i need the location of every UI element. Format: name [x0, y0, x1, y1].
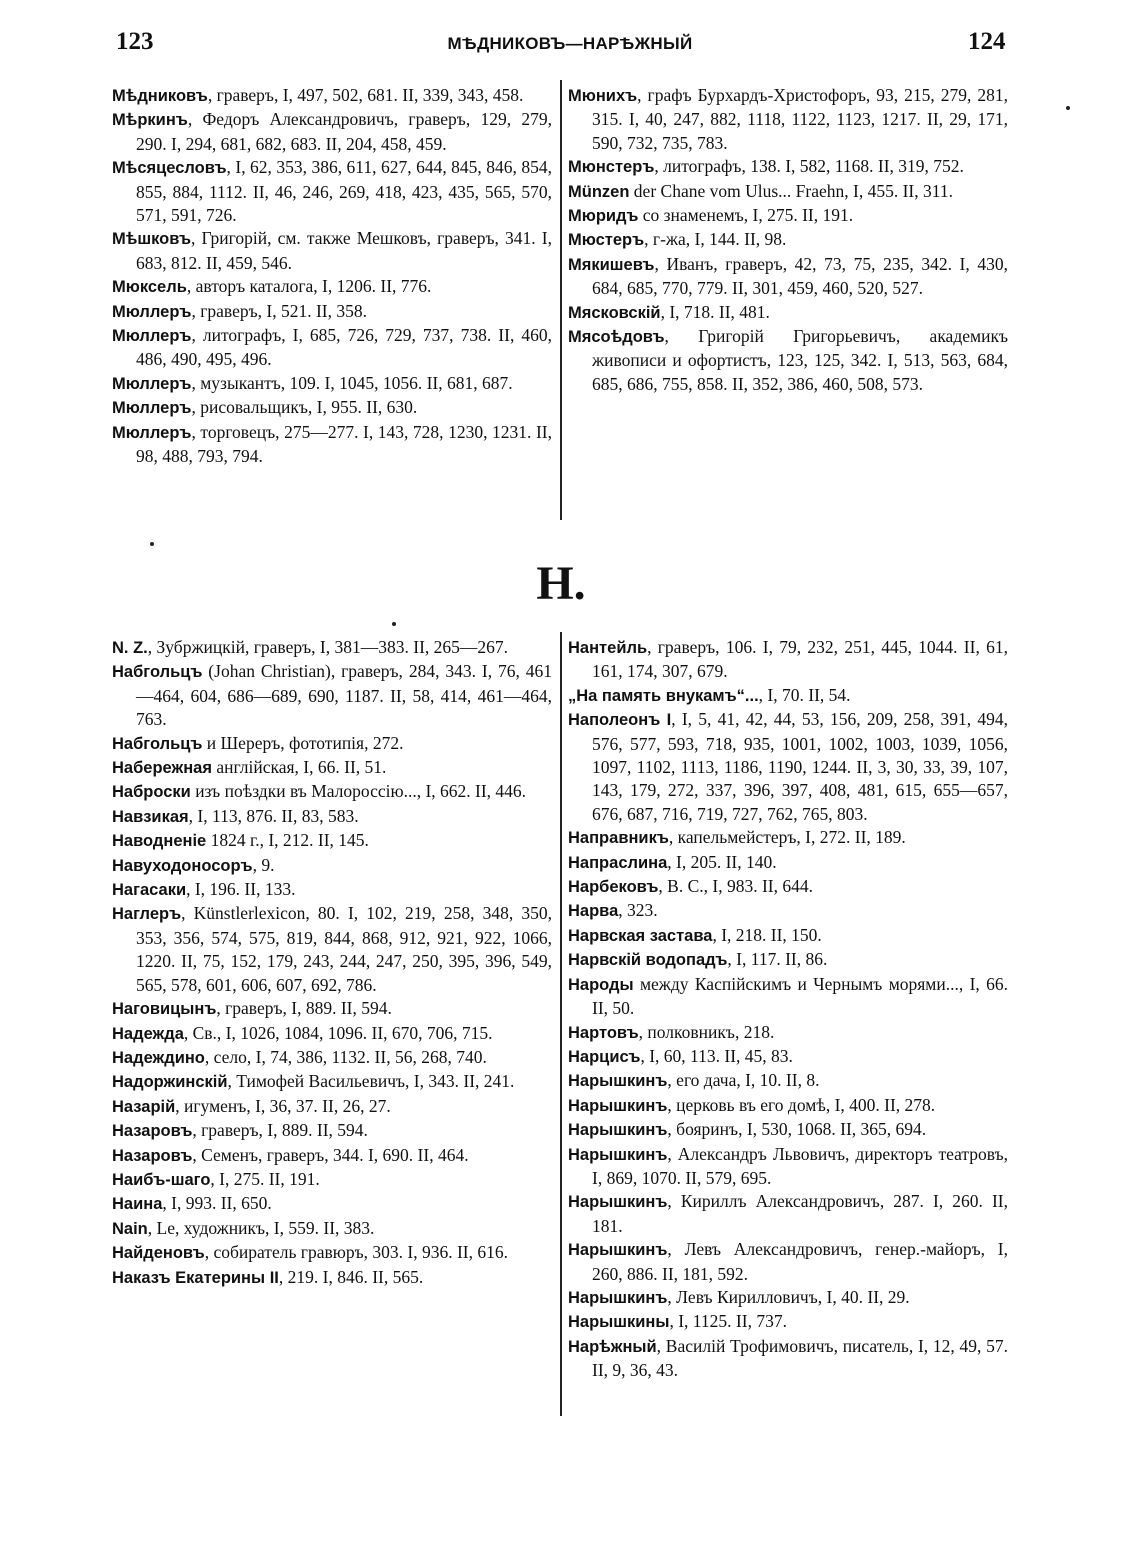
entry-references: , I, 117. II, 86. [727, 949, 828, 970]
entry-headword: Нарбековъ [568, 878, 659, 897]
index-entry [112, 1095, 552, 1119]
index-entry [568, 948, 1008, 972]
index-entry [112, 1192, 552, 1216]
index-entry [112, 324, 552, 372]
index-entry [568, 826, 1008, 850]
entry-references: , Григорій Григорьевичъ, академикъ живописи и офортистъ, 123, 125, 342. I, 513, 563, 684, 685, 686, 755, 858. II, 352, 386, 460, 508, 573. [592, 326, 1008, 394]
entry-headword: Надежда [112, 1024, 184, 1043]
index-entry [112, 878, 552, 902]
index-entry [568, 301, 1008, 325]
entry-headword: Мякишевъ [568, 255, 655, 274]
entry-headword: Надоржинскій [112, 1073, 228, 1092]
index-entry [112, 1070, 552, 1094]
entry-headword: Мюллеръ [112, 399, 192, 418]
entry-references: , I, 1125. II, 737. [669, 1311, 787, 1332]
entry-headword: Мюллеръ [112, 327, 192, 346]
entry-headword: Назаровъ [112, 1146, 193, 1165]
index-entry [112, 829, 552, 853]
index-column-top-left [112, 84, 552, 469]
speck-mark [392, 622, 396, 626]
entry-headword: Нагасаки [112, 881, 187, 900]
entry-references: , I, 275. II, 191. [210, 1168, 320, 1189]
entry-headword: Мюллеръ [112, 423, 192, 442]
speck-mark [1066, 106, 1070, 110]
entry-headword: Нарышкинъ [568, 1096, 668, 1115]
entry-headword: Наброски [112, 783, 191, 802]
entry-references: , I, 5, 41, 42, 44, 53, 156, 209, 258, 391, 494, 576, 577, 593, 718, 935, 1001, 1002, 1003, 1039, 1056, 1097, 1102, 1113, 1186, 1190, 1244. II, 3, 30, 33, 39, 107, 143, 179, 272, 337, 396, 397, 408, 481, 615, 655—657, 676, 687, 716, 719, 727, 762, 765, 803. [592, 709, 1008, 824]
index-entry [568, 1310, 1008, 1334]
entry-headword: Наводненіе [112, 832, 207, 851]
entry-headword: Наина [112, 1195, 163, 1214]
entry-references: , Зубржицкій, граверъ, I, 381—383. II, 265—267. [147, 637, 509, 657]
index-entry [112, 902, 552, 997]
entry-headword: Наибъ-шаго [112, 1170, 211, 1189]
entry-references: , Федоръ Александровичъ, граверъ, 129, 279, 290. I, 294, 681, 682, 683. II, 204, 458, 459. [136, 109, 552, 154]
index-entry [568, 228, 1008, 252]
entry-references: между Каспійскимъ и Чернымъ морями..., I, 66. II, 50. [592, 973, 1008, 1019]
index-entry [112, 854, 552, 878]
entry-references: (Johan Christian), граверъ, 284, 343. I, 76, 461—464, 604, 686—689, 690, 1187. II, 58, 414, 461—464, 763. [136, 661, 552, 730]
entry-references: , граверъ, I, 889. II, 594. [216, 998, 392, 1019]
entry-headword: Нарцисъ [568, 1047, 641, 1066]
entry-headword: Нартовъ [568, 1023, 639, 1042]
index-entry [568, 684, 1008, 708]
index-column-top-right [568, 84, 1008, 396]
column-rule-top [560, 80, 562, 520]
entry-references: , Künstlerlexicon, 80. I, 102, 219, 258, 348, 350, 353, 356, 574, 575, 819, 844, 868, 912, 921, 922, 1066, 1220. II, 75, 152, 179, 243, 244, 247, 250, 395, 396, 549, 565, 578, 601, 606, 607, 692, 786. [136, 903, 552, 995]
index-entry [568, 1143, 1008, 1191]
entry-references: , Левъ Александровичъ, генер.-майоръ, I, 260, 886. II, 181, 592. [592, 1239, 1008, 1284]
section-letter: Н. [536, 557, 586, 610]
entry-headword: Мюллеръ [112, 374, 192, 393]
index-entry [112, 997, 552, 1021]
entry-references: , церковь въ его домѣ, I, 400. II, 278. [667, 1094, 936, 1115]
entry-references: , граверъ, I, 521. II, 358. [191, 300, 367, 321]
index-entry [568, 155, 1008, 179]
entry-headword: Нарышкинъ [568, 1288, 668, 1307]
index-entry [568, 1094, 1008, 1118]
entry-headword: Мюллеръ [112, 302, 192, 321]
index-entry [112, 1119, 552, 1143]
entry-references: , В. С., I, 983. II, 644. [658, 876, 813, 897]
entry-headword: N. Z. [112, 639, 148, 657]
index-entry [568, 204, 1008, 228]
entry-headword: Набгольцъ [112, 734, 203, 753]
index-entry [112, 84, 552, 108]
entry-headword: Напраслина [568, 853, 668, 872]
index-entry [568, 1069, 1008, 1093]
column-rule-bottom [560, 632, 562, 1416]
entry-headword: Назарій [112, 1097, 176, 1116]
entry-references: , Василій Трофимовичъ, писатель, I, 12, 49, 57. II, 9, 36, 43. [592, 1335, 1008, 1381]
index-column-bottom-right [568, 636, 1008, 1383]
entry-references: , I, 218. II, 150. [712, 924, 822, 945]
index-entry [112, 227, 552, 275]
index-entry [112, 1241, 552, 1265]
entry-headword: Наказъ Екатерины II [112, 1268, 279, 1287]
entry-references: и Шереръ, фототипія, 272. [202, 732, 404, 753]
entry-headword: Мѣсяцесловъ [112, 159, 227, 178]
index-entry [112, 1168, 552, 1192]
entry-references: , Иванъ, граверъ, 42, 73, 75, 235, 342. I, 430, 684, 685, 770, 779. II, 301, 459, 460, 520, 527. [592, 253, 1008, 299]
index-entry [568, 180, 1008, 204]
index-entry [568, 1286, 1008, 1310]
entry-references: , музыкантъ, 109. I, 1045, 1056. II, 681, 687. [191, 372, 513, 393]
entry-headword: Направникъ [568, 829, 669, 848]
entry-headword: Набережная [112, 759, 212, 778]
entry-references: , граверъ, I, 497, 502, 681. II, 339, 343, 458. [207, 85, 524, 105]
index-entry [112, 805, 552, 829]
entry-headword: Найденовъ [112, 1244, 205, 1263]
index-entry [568, 899, 1008, 923]
entry-headword: Наглеръ [112, 905, 182, 924]
index-entry [112, 300, 552, 324]
entry-references: der Chane vom Ulus... Fraehn, I, 455. II, 311. [629, 180, 953, 201]
index-entry [568, 636, 1008, 684]
entry-headword: Мясковскій [568, 303, 661, 322]
entry-references: англійская, I, 66. II, 51. [211, 757, 387, 778]
entry-headword: Нарышкинъ [568, 1145, 668, 1164]
entry-headword: Надеждино [112, 1048, 205, 1067]
entry-references: , 219. I, 846. II, 565. [278, 1266, 424, 1287]
index-entry [568, 851, 1008, 875]
entry-headword: Наполеонъ I [568, 711, 672, 730]
entry-references: изъ поѣздки въ Малороссію..., I, 662. II, 446. [190, 781, 527, 802]
entry-references: , полковникъ, 218. [638, 1021, 775, 1042]
entry-references: , Le, художникъ, I, 559. II, 383. [147, 1217, 375, 1238]
index-entry [568, 708, 1008, 826]
index-entry [568, 325, 1008, 396]
entry-headword: „На память внукамъ“... [568, 686, 759, 705]
entry-headword: Нарвскій водопадъ [568, 951, 728, 970]
entry-references: , игуменъ, I, 36, 37. II, 26, 27. [175, 1095, 391, 1116]
entry-references: , бояринъ, I, 530, 1068. II, 365, 694. [667, 1119, 927, 1140]
index-entry [112, 1022, 552, 1046]
index-entry [112, 372, 552, 396]
entry-references: , I, 718. II, 481. [660, 301, 770, 322]
entry-references: , собиратель гравюръ, 303. I, 936. II, 616. [204, 1242, 508, 1263]
entry-references: , г-жа, I, 144. II, 98. [644, 229, 787, 250]
index-entry [112, 756, 552, 780]
entry-references: , торговецъ, 275—277. I, 143, 728, 1230, 1231. II, 98, 488, 793, 794. [136, 421, 552, 467]
entry-headword: Нарышкины [568, 1313, 670, 1332]
entry-references: , I, 196. II, 133. [186, 879, 296, 900]
entry-headword: Нарѣжный [568, 1337, 657, 1356]
entry-headword: Нарышкинъ [568, 1241, 668, 1260]
index-entry [568, 1238, 1008, 1286]
entry-references: , Александръ Львовичъ, директоръ театровъ, I, 869, 1070. II, 579, 695. [592, 1143, 1008, 1188]
entry-references: , рисовальщикъ, I, 955. II, 630. [191, 397, 418, 418]
index-entry [112, 421, 552, 469]
entry-references: , капельмейстеръ, I, 272. II, 189. [668, 827, 906, 848]
entry-references: , графъ Бурхардъ-Христофоръ, 93, 215, 279, 281, 315. I, 40, 247, 882, 1118, 1122, 1123, 1217. II, 29, 171, 590, 732, 735, 783. [592, 85, 1008, 153]
entry-headword: Мясоѣдовъ [568, 328, 665, 347]
index-entry [568, 1118, 1008, 1142]
entry-references: , Тимофей Васильевичъ, I, 343. II, 241. [227, 1071, 515, 1092]
index-entry [112, 275, 552, 299]
entry-headword: Наговицынъ [112, 1000, 217, 1019]
index-entry [568, 1021, 1008, 1045]
entry-headword: Мюридъ [568, 207, 639, 226]
speck-mark [150, 542, 154, 546]
page-header [0, 0, 1140, 70]
entry-headword: Навуходоносоръ [112, 856, 253, 875]
entry-references: , I, 205. II, 140. [667, 851, 777, 872]
entry-headword: Нарышкинъ [568, 1193, 668, 1212]
entry-references: , Семенъ, граверъ, 344. I, 690. II, 464. [192, 1144, 469, 1165]
entry-headword: Мѣдниковъ [112, 87, 208, 105]
index-entry [112, 1217, 552, 1241]
entry-headword: Нарва [568, 902, 619, 921]
entry-references: , литографъ, I, 685, 726, 729, 737, 738. II, 460, 486, 490, 495, 496. [136, 325, 552, 370]
entry-headword: Нантейль [568, 639, 648, 657]
entry-headword: Nain [112, 1219, 148, 1238]
entry-references: , село, I, 74, 386, 1132. II, 56, 268, 740. [204, 1046, 487, 1067]
entry-references: , I, 62, 353, 386, 611, 627, 644, 845, 846, 854, 855, 884, 1112. II, 46, 246, 269, 418, 423, 435, 565, 570, 571, 591, 726. [136, 157, 552, 226]
entry-references: , авторъ каталога, I, 1206. II, 776. [186, 276, 432, 297]
entry-headword: Народы [568, 975, 634, 994]
entry-references: , Св., I, 1026, 1084, 1096. II, 670, 706, 715. [183, 1022, 493, 1043]
index-entry [112, 780, 552, 804]
entry-references: со знаменемъ, I, 275. II, 191. [638, 205, 854, 226]
entry-references: , Кириллъ Александровичъ, 287. I, 260. II, 181. [592, 1191, 1008, 1236]
index-entry [112, 1046, 552, 1070]
index-entry [568, 84, 1008, 155]
entry-headword: Мюксель [112, 278, 187, 297]
entry-references: , I, 60, 113. II, 45, 83. [640, 1045, 793, 1066]
index-entry [568, 1335, 1008, 1383]
running-title: МѢДНИКОВЪ—НАРѢЖНЫЙ [447, 34, 693, 53]
entry-headword: Набгольцъ [112, 663, 203, 682]
entry-references: , граверъ, I, 889. II, 594. [192, 1120, 368, 1141]
index-entry [112, 636, 552, 660]
index-entry [112, 108, 552, 156]
index-entry [568, 1190, 1008, 1238]
entry-references: , I, 113, 876. II, 83, 583. [188, 805, 359, 826]
entry-headword: Мюнихъ [568, 87, 638, 105]
index-column-bottom-left [112, 636, 552, 1290]
entry-references: , 9. [252, 854, 275, 875]
entry-headword: Мѣшковъ [112, 230, 191, 249]
entry-headword: Нарышкинъ [568, 1072, 668, 1091]
entry-headword: Назаровъ [112, 1122, 193, 1141]
index-entry [568, 973, 1008, 1021]
index-entry [112, 1266, 552, 1290]
entry-references: , I, 70. II, 54. [758, 684, 851, 705]
entry-references: , его дача, I, 10. II, 8. [667, 1070, 820, 1091]
entry-references: , граверъ, 106. I, 79, 232, 251, 445, 1044. II, 61, 161, 174, 307, 679. [592, 637, 1008, 682]
page-number-left: 123 [116, 28, 154, 55]
entry-references: , Левъ Кирилловичъ, I, 40. II, 29. [667, 1286, 910, 1307]
entry-headword: Мюстеръ [568, 231, 645, 250]
entry-headword: Нарвская застава [568, 926, 713, 945]
entry-references: , Григорій, см. также Мешковъ, граверъ, 341. I, 683, 812. II, 459, 546. [136, 228, 552, 273]
entry-references: , I, 993. II, 650. [162, 1193, 272, 1214]
index-entry [568, 253, 1008, 301]
index-entry [568, 1045, 1008, 1069]
index-entry [112, 660, 552, 731]
entry-references: , 323. [618, 900, 658, 921]
entry-headword: Мюнстеръ [568, 158, 655, 177]
entry-headword: Навзикая [112, 807, 189, 826]
index-entry [112, 1144, 552, 1168]
index-entry [568, 924, 1008, 948]
index-entry [568, 875, 1008, 899]
page-number-right: 124 [968, 28, 1006, 55]
entry-references: 1824 г., I, 212. II, 145. [206, 830, 369, 851]
entry-headword: Münzen [568, 182, 630, 201]
entry-references: , литографъ, 138. I, 582, 1168. II, 319, 752. [654, 156, 964, 177]
index-entry [112, 396, 552, 420]
entry-headword: Нарышкинъ [568, 1121, 668, 1140]
index-entry [112, 732, 552, 756]
index-entry [112, 156, 552, 227]
entry-headword: Мѣркинъ [112, 111, 188, 130]
